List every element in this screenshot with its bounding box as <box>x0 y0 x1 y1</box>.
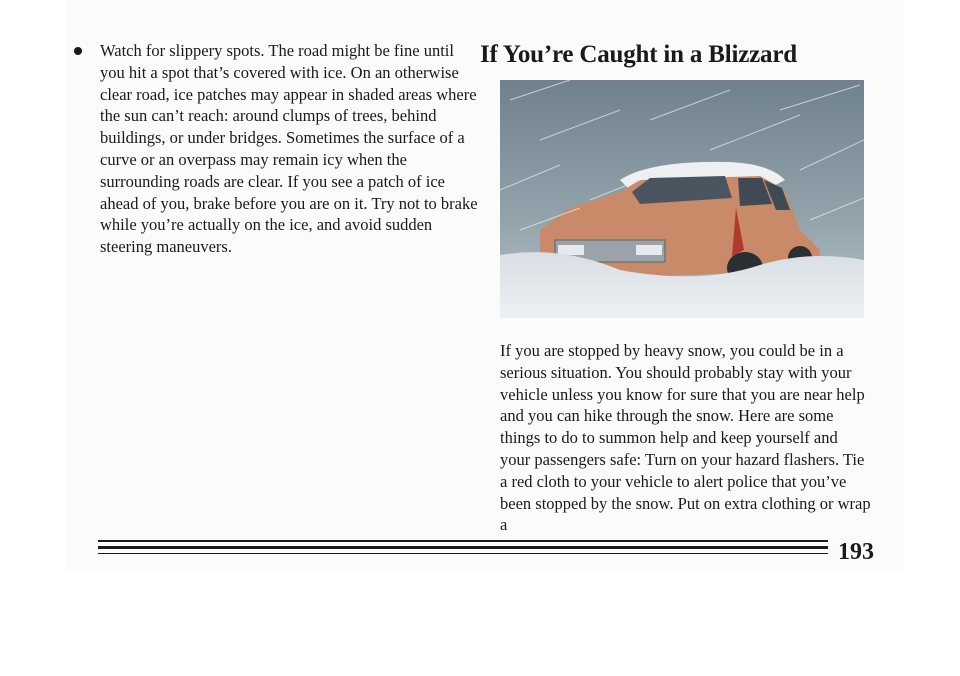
slippery-spots-paragraph: Watch for slippery spots. The road might be fine until you hit a spot that’s covered with ice. On an otherwise clear road, ice patches may appear in shaded areas where the sun can’t reach: around clumps of trees, behind buildings, or under bridges. Sometimes the surface of a curve or an overpass may remain icy when the surrounding roads are clear. If you see a patch of ice ahead of you, brake before you are on it. Try not to brake while you’re actually on the ice, and avoid sudden steering maneuvers. <box>100 41 478 257</box>
bullet-icon <box>74 47 82 55</box>
section-heading: If You’re Caught in a Blizzard <box>480 41 797 68</box>
footer-rule-bottom <box>98 553 828 555</box>
footer-rules <box>98 540 828 558</box>
blizzard-paragraph: If you are stopped by heavy snow, you could be in a serious situation. You should probably stay with your vehicle unless you know for sure that you are near help and you can hike through the snow. Here are some things to do to summon help and keep yourself and your passengers safe: Turn on your hazard flashers. Tie a red cloth to your vehicle to alert police that you’ve been stopped by the snow. Put on extra clothing or wrap a <box>500 341 871 535</box>
page-number: 193 <box>838 539 874 565</box>
blizzard-body-text-block <box>500 340 872 536</box>
left-column <box>100 40 480 258</box>
right-column <box>480 40 870 70</box>
blizzard-car-illustration <box>500 80 864 318</box>
footer-rule-top <box>98 540 828 542</box>
footer-rule-middle <box>98 546 828 549</box>
